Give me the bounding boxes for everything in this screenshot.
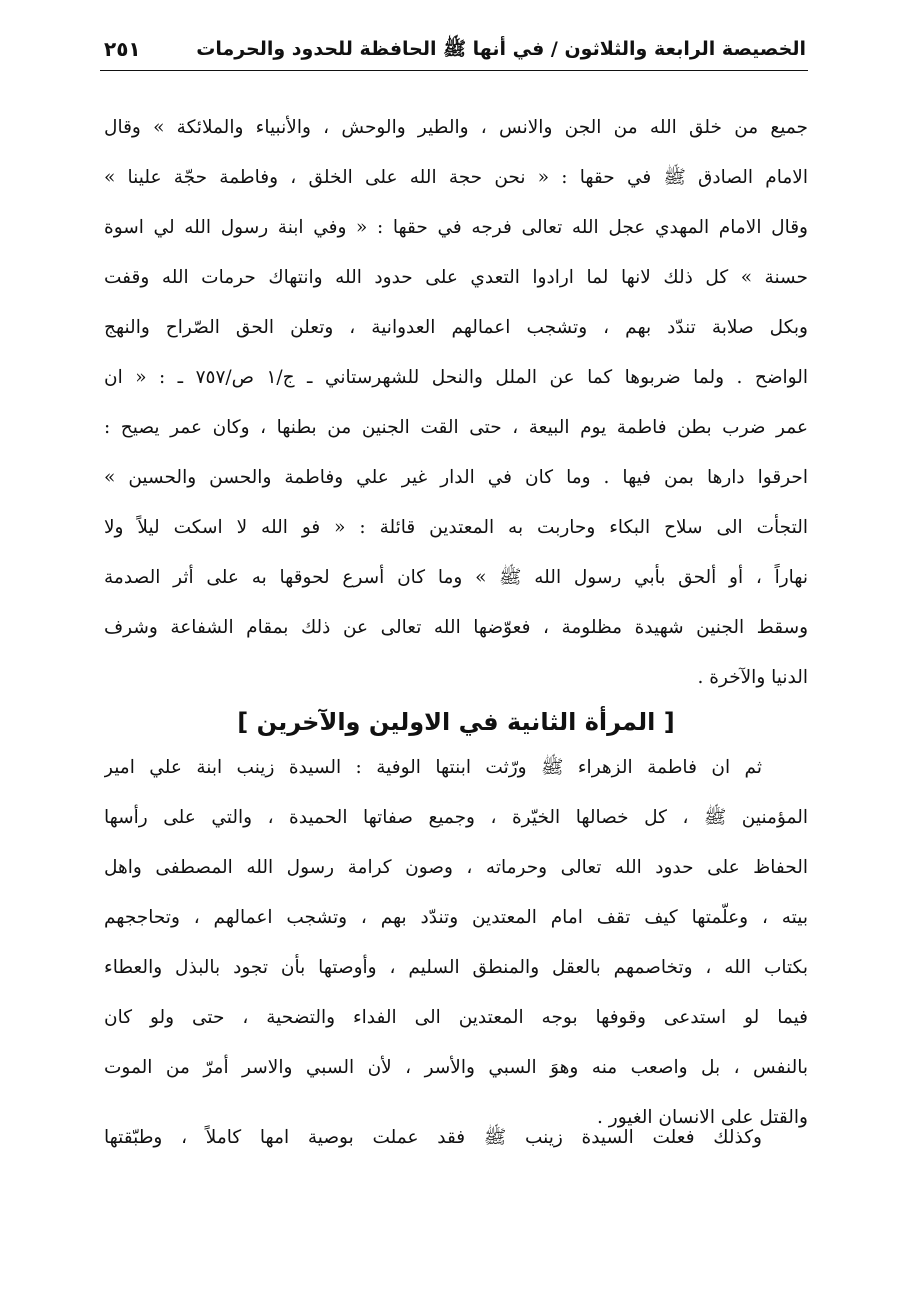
text-line: ثم ان فاطمة الزهراء ﷺ ورّثت ابنتها الوفية : السيدة زينب ابنة علي امير xyxy=(104,757,762,778)
text-line: بالنفس ، بل واصعب منه وهوَ السبي والأسر ، لأن السبي والاسر أمرّ من الموت xyxy=(104,1057,808,1078)
text-line: وبكل صلابة تندّد بهم ، وتشجب اعمالهم العدوانية ، وتعلن الحق الصّراح والنهج xyxy=(104,317,808,338)
text-line: الحفاظ على حدود الله تعالى وحرماته ، وصون كرامة رسول الله المصطفى واهل xyxy=(104,857,808,878)
page-number: ٢٥١ xyxy=(104,37,141,61)
text-line: التجأت الى سلاح البكاء وحاربت به المعتدين قائلة : « فو الله لا اسكت ليلاً ولا xyxy=(104,517,808,538)
text-line: عمر ضرب بطن فاطمة يوم البيعة ، حتى القت الجنين من بطنها ، وكان عمر يصيح : xyxy=(104,417,808,438)
paragraph-3 xyxy=(104,1113,808,1163)
running-title: الخصيصة الرابعة والثلاثون / في أنها ﷺ الحافظة للحدود والحرمات xyxy=(196,38,806,60)
text-line: احرقوا دارها بمن فيها . وما كان في الدار غير علي وفاطمة والحسن والحسين » xyxy=(104,467,808,488)
text-line: وسقط الجنين شهيدة مظلومة ، فعوّضها الله تعالى عن ذلك بمقام الشفاعة وشرف xyxy=(104,617,808,638)
paragraph-2 xyxy=(104,743,808,1143)
text-line: جميع من خلق الله من الجن والانس ، والطير والوحش ، والأنبياء والملائكة » وقال xyxy=(104,117,808,138)
paragraph-1 xyxy=(104,103,808,703)
text-line: بيته ، وعلّمتها كيف تقف امام المعتدين وتندّد بهم ، وتشجب اعمالهم ، وتحاججهم xyxy=(104,907,808,928)
text-line: وقال الامام المهدي عجل الله تعالى فرجه في حقها : « وفي ابنة رسول الله لي اسوة xyxy=(104,217,808,238)
text-line: الامام الصادق ﷺ في حقها : « نحن حجة الله على الخلق ، وفاطمة حجّة علينا » xyxy=(104,167,808,188)
text-line: نهاراً ، أو ألحق بأبي رسول الله ﷺ » وما كان أسرع لحوقها به على أثر الصدمة xyxy=(104,567,808,588)
text-line: المؤمنين ﷺ ، كل خصالها الخيّرة ، وجميع صفاتها الحميدة ، والتي على رأسها xyxy=(104,807,808,828)
text-line: حسنة » كل ذلك لانها لما ارادوا التعدي على حدود الله وانتهاك حرمات الله وقفت xyxy=(104,267,808,288)
section-heading: [ المرأة الثانية في الاولين والآخرين ] xyxy=(237,708,675,736)
text-line: الدنيا والآخرة . xyxy=(697,667,808,688)
text-line: فيما لو استدعى وقوفها بوجه المعتدين الى الفداء والتضحية ، حتى ولو كان xyxy=(104,1007,808,1028)
header-rule xyxy=(100,70,808,71)
text-line: بكتاب الله ، وتخاصمهم بالعقل والمنطق السليم ، وأوصتها بأن تجود بالبذل والعطاء xyxy=(104,957,808,978)
text-line: الواضح . ولما ضربوها كما عن الملل والنحل للشهرستاني ـ ج/١ ص/٧٥٧ ـ : « ان xyxy=(104,367,808,388)
text-line: والقتل على الانسان الغيور . xyxy=(597,1107,808,1128)
text-line: وكذلك فعلت السيدة زينب ﷺ فقد عملت بوصية امها كاملاً ، وطبّقتها xyxy=(104,1127,762,1148)
running-header xyxy=(100,34,806,74)
